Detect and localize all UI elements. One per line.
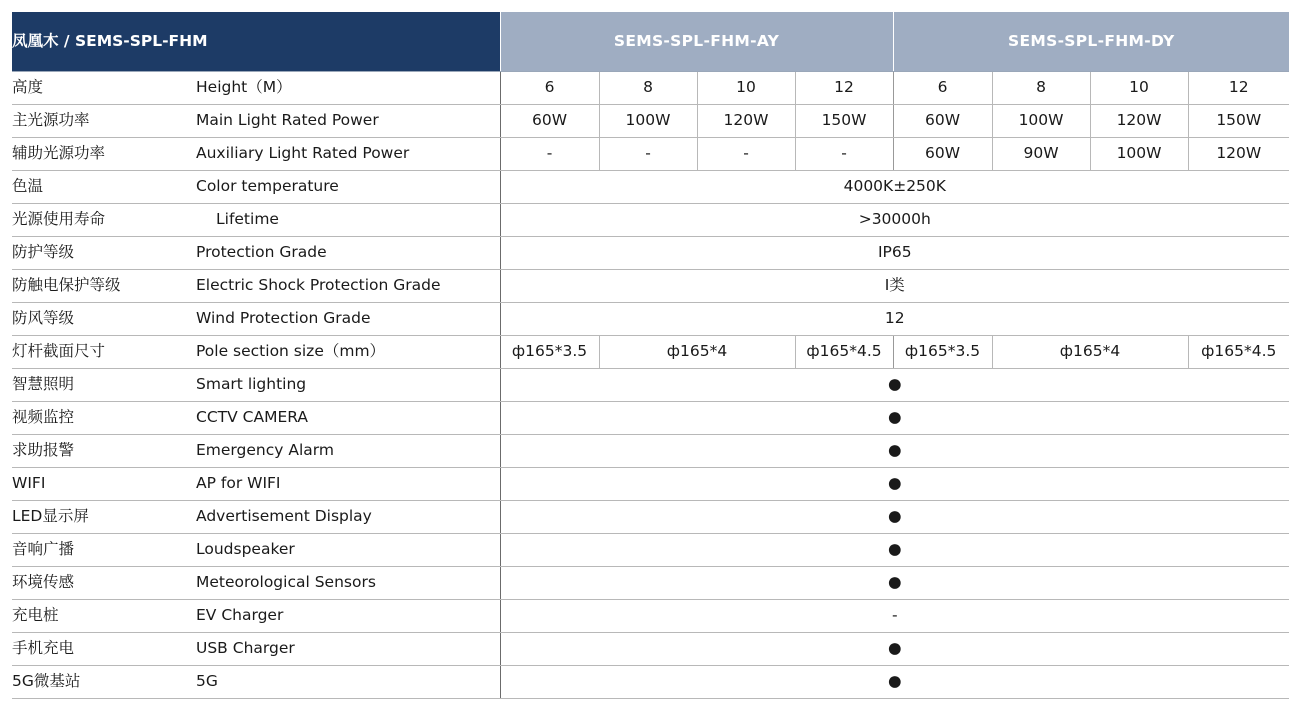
- cell-value: ●: [500, 633, 1289, 666]
- table-row-protection-grade: [12, 237, 1289, 270]
- model-header-dy: SEMS-SPL-FHM-DY: [893, 12, 1289, 72]
- cell-value: 120W: [1188, 138, 1289, 171]
- cell-value: ●: [500, 666, 1289, 699]
- row-label-en: Meteorological Sensors: [196, 567, 500, 600]
- cell-value: IP65: [500, 237, 1289, 270]
- cell-value: 12: [1188, 72, 1289, 105]
- table-row-cctv: [12, 402, 1289, 435]
- table-row-usb-charger: [12, 633, 1289, 666]
- table-row-smart-lighting: [12, 369, 1289, 402]
- cell-value: ф165*4: [992, 336, 1188, 369]
- cell-value: 8: [992, 72, 1090, 105]
- product-title: 凤凰木 / SEMS-SPL-FHM: [12, 12, 500, 72]
- row-label-en: Electric Shock Protection Grade: [196, 270, 500, 303]
- row-label-cn: 充电桩: [12, 600, 196, 633]
- row-label-cn: WIFI: [12, 468, 196, 501]
- row-label-cn: 环境传感: [12, 567, 196, 600]
- row-label-en: Protection Grade: [196, 237, 500, 270]
- row-label-en: AP for WIFI: [196, 468, 500, 501]
- cell-value: 90W: [992, 138, 1090, 171]
- row-label-cn: 防护等级: [12, 237, 196, 270]
- row-label-en: USB Charger: [196, 633, 500, 666]
- table-row-led-display: [12, 501, 1289, 534]
- cell-value: 60W: [893, 105, 992, 138]
- cell-value: 4000K±250K: [500, 171, 1289, 204]
- cell-value: -: [500, 138, 599, 171]
- row-label-cn: 求助报警: [12, 435, 196, 468]
- row-label-cn: 防风等级: [12, 303, 196, 336]
- table-row-aux-power: [12, 138, 1289, 171]
- cell-value: ●: [500, 567, 1289, 600]
- row-label-cn: 辅助光源功率: [12, 138, 196, 171]
- row-label-en: Main Light Rated Power: [196, 105, 500, 138]
- cell-value: ф165*4: [599, 336, 795, 369]
- cell-value: ●: [500, 468, 1289, 501]
- cell-value: -: [795, 138, 893, 171]
- row-label-cn: 音响广播: [12, 534, 196, 567]
- table-row-color-temperature: [12, 171, 1289, 204]
- model-header-ay: SEMS-SPL-FHM-AY: [500, 12, 893, 72]
- cell-value: 150W: [795, 105, 893, 138]
- row-label-en: CCTV CAMERA: [196, 402, 500, 435]
- cell-value: 10: [1090, 72, 1188, 105]
- spec-table: [12, 12, 1289, 699]
- table-row-shock-protection: [12, 270, 1289, 303]
- row-label-en: Emergency Alarm: [196, 435, 500, 468]
- cell-value: 12: [795, 72, 893, 105]
- cell-value: 6: [893, 72, 992, 105]
- cell-value: 12: [500, 303, 1289, 336]
- row-label-cn: 手机充电: [12, 633, 196, 666]
- row-label-cn: 主光源功率: [12, 105, 196, 138]
- row-label-en: Height（M）: [196, 72, 500, 105]
- row-label-cn: 智慧照明: [12, 369, 196, 402]
- cell-value: -: [500, 600, 1289, 633]
- cell-value: 100W: [992, 105, 1090, 138]
- cell-value: 100W: [1090, 138, 1188, 171]
- row-label-en: Advertisement Display: [196, 501, 500, 534]
- cell-value: ф165*4.5: [795, 336, 893, 369]
- row-label-cn: 5G微基站: [12, 666, 196, 699]
- table-row-main-power: [12, 105, 1289, 138]
- row-label-cn: 视频监控: [12, 402, 196, 435]
- cell-value: 60W: [893, 138, 992, 171]
- cell-value: ●: [500, 534, 1289, 567]
- row-label-en: EV Charger: [196, 600, 500, 633]
- table-row-pole-section: [12, 336, 1289, 369]
- row-label-cn: 灯杆截面尺寸: [12, 336, 196, 369]
- table-header-row: [12, 12, 1289, 72]
- cell-value: 120W: [1090, 105, 1188, 138]
- table-row-ev-charger: [12, 600, 1289, 633]
- cell-value: 150W: [1188, 105, 1289, 138]
- cell-value: ●: [500, 369, 1289, 402]
- table-row-sensors: [12, 567, 1289, 600]
- cell-value: ●: [500, 402, 1289, 435]
- table-row-wind-protection: [12, 303, 1289, 336]
- cell-value: ф165*3.5: [500, 336, 599, 369]
- cell-value: ●: [500, 435, 1289, 468]
- table-row-lifetime: [12, 204, 1289, 237]
- cell-value: -: [599, 138, 697, 171]
- row-label-cn: 高度: [12, 72, 196, 105]
- table-row-loudspeaker: [12, 534, 1289, 567]
- cell-value: I类: [500, 270, 1289, 303]
- cell-value: ●: [500, 501, 1289, 534]
- cell-value: >30000h: [500, 204, 1289, 237]
- cell-value: ф165*4.5: [1188, 336, 1289, 369]
- table-row-height: [12, 72, 1289, 105]
- table-row-emergency-alarm: [12, 435, 1289, 468]
- cell-value: 120W: [697, 105, 795, 138]
- cell-value: 100W: [599, 105, 697, 138]
- cell-value: 8: [599, 72, 697, 105]
- row-label-en: Loudspeaker: [196, 534, 500, 567]
- row-label-en: Lifetime: [196, 204, 500, 237]
- table-row-5g: [12, 666, 1289, 699]
- row-label-cn: 防触电保护等级: [12, 270, 196, 303]
- cell-value: 10: [697, 72, 795, 105]
- row-label-en: Smart lighting: [196, 369, 500, 402]
- cell-value: ф165*3.5: [893, 336, 992, 369]
- row-label-en: Wind Protection Grade: [196, 303, 500, 336]
- table-row-wifi: [12, 468, 1289, 501]
- cell-value: 60W: [500, 105, 599, 138]
- row-label-en: Color temperature: [196, 171, 500, 204]
- cell-value: -: [697, 138, 795, 171]
- row-label-cn: 色温: [12, 171, 196, 204]
- row-label-cn: 光源使用寿命: [12, 204, 196, 237]
- row-label-en: 5G: [196, 666, 500, 699]
- row-label-en: Auxiliary Light Rated Power: [196, 138, 500, 171]
- row-label-en: Pole section size（mm）: [196, 336, 500, 369]
- cell-value: 6: [500, 72, 599, 105]
- row-label-cn: LED显示屏: [12, 501, 196, 534]
